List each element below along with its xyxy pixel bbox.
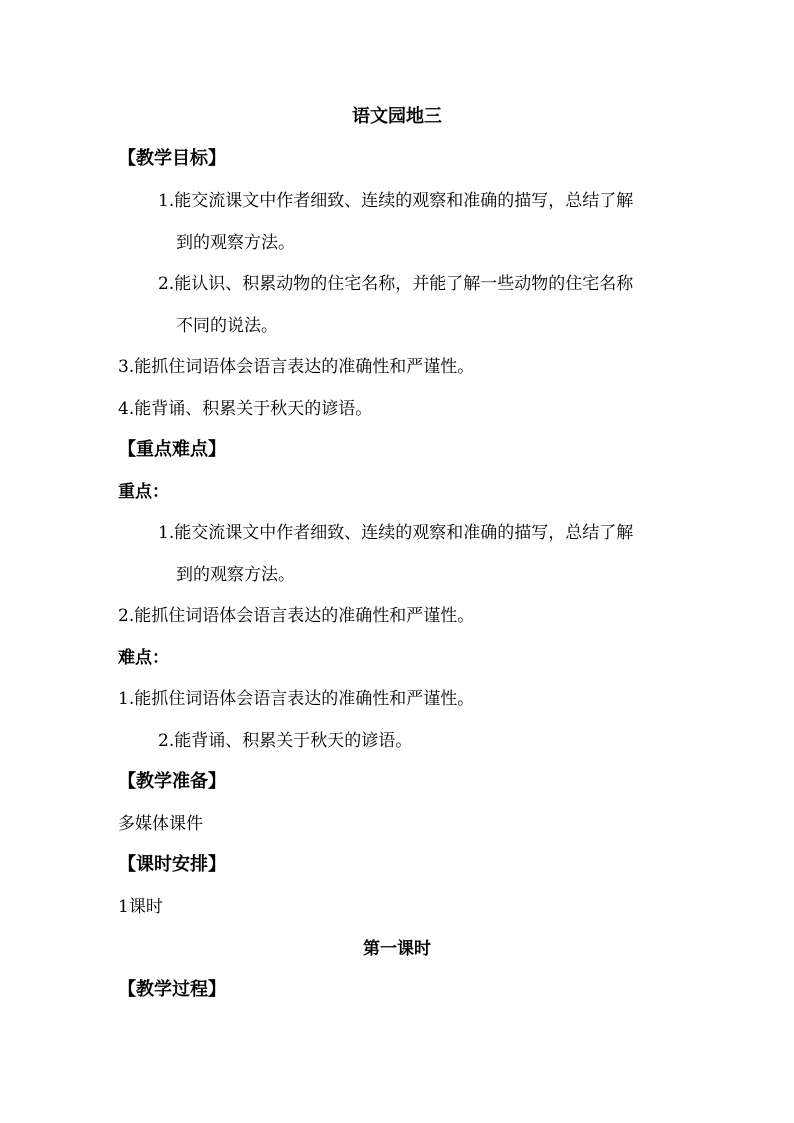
schedule-heading: 【课时安排】 (118, 854, 226, 875)
preparation-heading: 【教学准备】 (118, 771, 226, 792)
key-1-line-2: 到的观察方法。 (176, 565, 295, 585)
key-2: 2.能抓住词语体会语言表达的准确性和严谨性。 (118, 606, 475, 626)
preparation-text: 多媒体课件 (118, 814, 203, 834)
objective-3: 3.能抓住词语体会语言表达的准确性和严谨性。 (118, 357, 475, 377)
difficulty-label: 难点： (118, 648, 169, 668)
lesson-title: 第一课时 (363, 939, 431, 959)
difficulty-1: 1.能抓住词语体会语言表达的准确性和严谨性。 (118, 689, 475, 709)
objective-2-line-1: 2.能认识、积累动物的住宅名称，并能了解一些动物的住宅名称 (158, 274, 634, 294)
keypoints-heading: 【重点难点】 (118, 439, 226, 460)
document-title: 语文园地三 (352, 106, 442, 127)
key-1-line-1: 1.能交流课文中作者细致、连续的观察和准确的描写，总结了解 (158, 523, 634, 543)
schedule-text: 1课时 (118, 897, 163, 917)
difficulty-2: 2.能背诵、积累关于秋天的谚语。 (158, 731, 413, 751)
objective-1-line-2: 到的观察方法。 (176, 233, 295, 253)
objective-2-line-2: 不同的说法。 (176, 316, 278, 336)
objective-1-line-1: 1.能交流课文中作者细致、连续的观察和准确的描写，总结了解 (158, 191, 634, 211)
process-heading: 【教学过程】 (118, 979, 226, 1000)
key-label: 重点： (118, 482, 169, 502)
objectives-heading: 【教学目标】 (118, 148, 226, 169)
objective-4: 4.能背诵、积累关于秋天的谚语。 (118, 399, 373, 419)
